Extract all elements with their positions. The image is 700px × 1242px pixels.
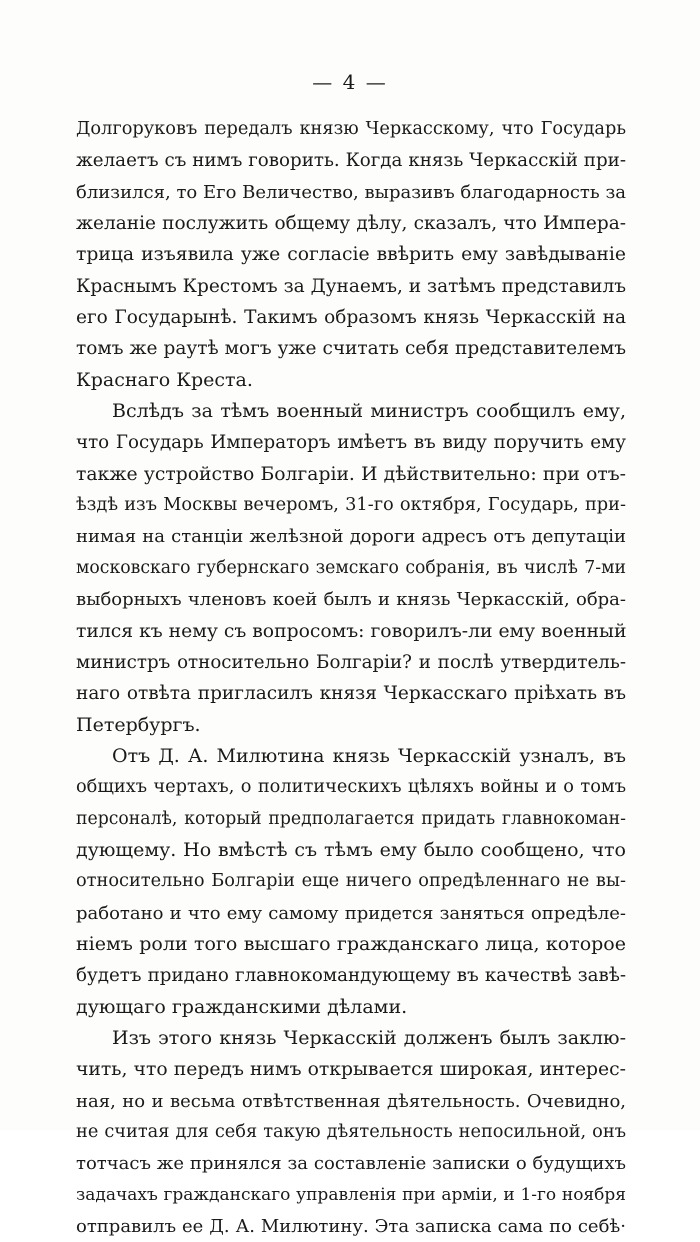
text-line: Вслѣдъ за тѣмъ военный министръ сообщилъ ему, <box>112 400 626 423</box>
text-line: желаніе послужить общему дѣлу, сказалъ, что Импера- <box>76 213 626 235</box>
text-line: будетъ придано главнокомандующему въ качествѣ завѣ- <box>76 965 626 987</box>
text-line: относительно Болгаріи еще ничего опредѣленнаго не вы- <box>76 871 626 892</box>
text-line: ніемъ роли того высшаго гражданскаго лица, которое <box>76 932 626 955</box>
text-line: нимая на станціи желѣзной дороги адресъ отъ депутаціи <box>76 526 626 548</box>
text-line: его Государынѣ. Такимъ образомъ князь Черкасскій на <box>76 307 626 329</box>
text-line: тотчасъ же принялся за составленіе записки о будущихъ <box>76 1153 626 1175</box>
text-line: дующему. Но вмѣстѣ съ тѣмъ ему было сообщено, что <box>76 838 626 861</box>
text-line: ѣздѣ изъ Москвы вечеромъ, 31-го октября, Государь, при- <box>76 495 626 516</box>
text-line: желаетъ съ нимъ говорить. Когда князь Черкасскій при- <box>76 150 626 172</box>
text-line: отправилъ ее Д. А. Милютину. Эта записка сама по себѣ· <box>76 1216 626 1238</box>
text-line: Краснаго Креста. <box>76 368 253 391</box>
text-line: задачахъ гражданскаго управленія при арміи, и 1-го ноября <box>76 1184 626 1205</box>
text-line: дующаго гражданскими дѣлами. <box>76 995 408 1018</box>
text-line: московскаго губернскаго земскаго собранія, въ числѣ 7-ми <box>76 557 626 578</box>
text-line: чить, что передъ нимъ открывается широкая, интерес- <box>76 1059 626 1081</box>
text-line: выборныхъ членовъ коей былъ и князь Черкасскій, обра- <box>76 589 626 611</box>
text-body <box>76 114 626 1242</box>
text-line: Долгоруковъ передалъ князю Черкасскому, что Государь <box>76 119 626 139</box>
text-line: министръ относительно Болгаріи? и послѣ утвердитель- <box>76 651 626 673</box>
text-line: томъ же раутѣ могъ уже считать себя представителемъ <box>76 338 626 360</box>
text-line: также устройство Болгаріи. И дѣйствительно: при отъ- <box>76 463 626 485</box>
text-line: не считая для себя такую дѣятельность непосильной, онъ <box>76 1122 626 1142</box>
text-line: Отъ Д. А. Милютина князь Черкасскій узналъ, въ <box>112 744 626 767</box>
text-line: наго отвѣта пригласилъ князя Черкасскаго пріѣхать въ <box>76 683 626 705</box>
text-line: близился, то Его Величество, выразивъ благодарность за <box>76 181 626 203</box>
page-number: — 4 — <box>312 70 388 94</box>
text-line: ная, но и весьма отвѣтственная дѣятельность. Очевидно, <box>76 1090 626 1112</box>
text-line: тился къ нему съ вопросомъ: говорилъ-ли ему военный <box>76 620 627 642</box>
text-line: персоналѣ, который предполагается придать главнокоман- <box>76 808 626 829</box>
text-line: работано и что ему самому придется заняться опредѣле- <box>76 902 626 924</box>
text-line: Краснымъ Крестомъ за Дунаемъ, и затѣмъ представилъ <box>76 275 626 297</box>
text-line: общихъ чертахъ, о политическихъ цѣляхъ войны и о томъ <box>76 777 626 798</box>
text-line: Петербургъ. <box>76 713 201 736</box>
text-line: что Государь Императоръ имѣетъ въ виду поручить ему <box>76 432 626 454</box>
text-line: трица изъявила уже согласіе ввѣрить ему завѣдываніе <box>76 244 626 266</box>
text-line: Изъ этого князь Черкасскій долженъ былъ заклю- <box>112 1026 626 1049</box>
